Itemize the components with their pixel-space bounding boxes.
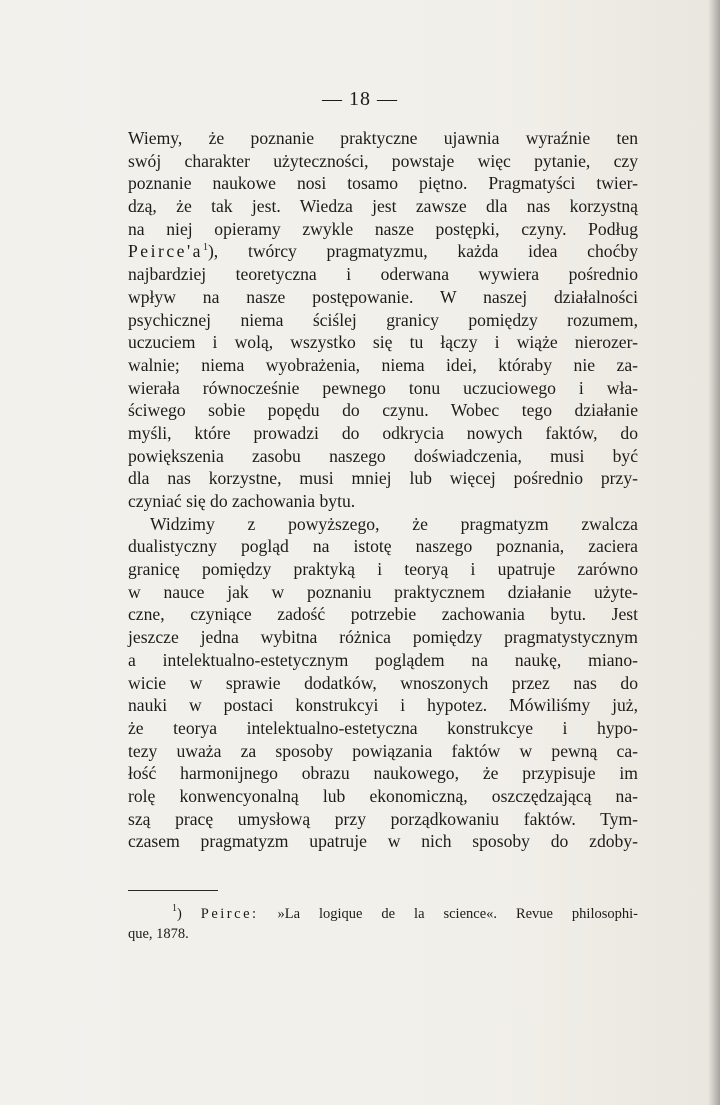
text-line: nauki w postaci konstrukcyi i hypotez. Mówiliśmy już, <box>128 695 638 716</box>
text-line: że teorya intelektualno-estetyczna konstrukcye i hypo- <box>128 717 638 738</box>
text-line: Widzimy z powyższego, że pragmatyzm zwalcza <box>150 513 638 534</box>
text-line: psychicznej niema ściślej granicy pomiędzy rozumem, <box>128 309 638 330</box>
footnote-author: Peirce: <box>200 906 259 922</box>
footnote-marker: 1 <box>172 903 177 914</box>
text-line: ściwego sobie popędu do czynu. Wobec tego działanie <box>128 400 638 421</box>
text-line: łość harmonijnego obrazu naukowego, że przypisuje im <box>128 763 638 784</box>
text-line: szą pracę umysłową przy porządkowaniu faktów. Tym- <box>128 808 638 829</box>
text-line: najbardziej teoretyczna i oderwana wywiera pośrednio <box>128 264 638 285</box>
body-text <box>128 127 638 853</box>
text-line: uczuciem i wolą, wszystko się tu łączy i wiąże nierozer- <box>128 332 638 353</box>
footnote-divider <box>128 890 218 891</box>
text-line: dualistyczny pogląd na istotę naszego poznania, zaciera <box>128 536 638 557</box>
text-line: w nauce jak w poznaniu praktycznem działanie użyte- <box>128 581 638 602</box>
text-line: czyniać się do zachowania bytu. <box>128 491 356 511</box>
text-line: poznanie naukowe nosi tosamo piętno. Pragmatyści twier- <box>128 173 638 194</box>
text-line: wierała równocześnie pewnego tonu uczuciowego i wła- <box>128 377 638 398</box>
text-line: jeszcze jedna wybitna różnica pomiędzy pragmatystycznym <box>128 627 638 648</box>
text-line: czasem pragmatyzm upatruje w nich sposoby do zdoby- <box>128 831 638 852</box>
text-line: a intelektualno-estetycznym poglądem na naukę, miano- <box>128 649 638 670</box>
text-line: rolę konwencyonalną lub ekonomiczną, oszczędzającą na- <box>128 785 638 806</box>
text-line: walnie; niema wyobrażenia, niema idei, któraby nie za- <box>128 354 638 375</box>
text-line: tezy uważa za sposoby powiązania faktów w pewną ca- <box>128 740 638 761</box>
text-line: dla nas korzystne, musi mniej lub więcej pośrednio przy- <box>128 468 638 489</box>
text-line: wpływ na nasze postępowanie. W naszej działalności <box>128 286 638 307</box>
text-line: czne, czyniące zadość potrzebie zachowania bytu. Jest <box>128 604 638 625</box>
footnote-reference: 1 <box>202 242 208 254</box>
text-line: wicie w sprawie dodatków, wnoszonych przez nas do <box>128 672 638 693</box>
page-number: — 18 — <box>322 88 398 110</box>
footnote-line: $^1$) Peirce: »La logique de la science«. Revue philosophi- <box>172 903 638 922</box>
author-name: Peirce'a <box>128 241 203 262</box>
text-line-with-footnote: $Peirce'a^1$), twórcy pragmatyzmu, każda idea choćby <box>128 241 638 262</box>
text-line: swój charakter użyteczności, powstaje więc pytanie, czy <box>128 150 638 171</box>
footnote-line: que, 1878. <box>128 926 189 942</box>
text-line: dzą, że tak jest. Wiedza jest zawsze dla nas korzystną <box>128 196 638 217</box>
page-edge-shadow <box>708 0 720 1105</box>
text-line: myśli, które prowadzi do odkrycia nowych faktów, do <box>128 422 638 443</box>
text-line: Wiemy, że poznanie praktyczne ujawnia wyraźnie ten <box>128 128 638 148</box>
text-line: na niej opieramy zwykle nasze postępki, czyny. Podług <box>128 218 638 239</box>
footnote <box>128 904 638 944</box>
text-line: powiększenia zasobu naszego doświadczenia, musi być <box>128 445 638 466</box>
text-line: granicę pomiędzy praktyką i teoryą i upatruje zarówno <box>128 559 638 580</box>
